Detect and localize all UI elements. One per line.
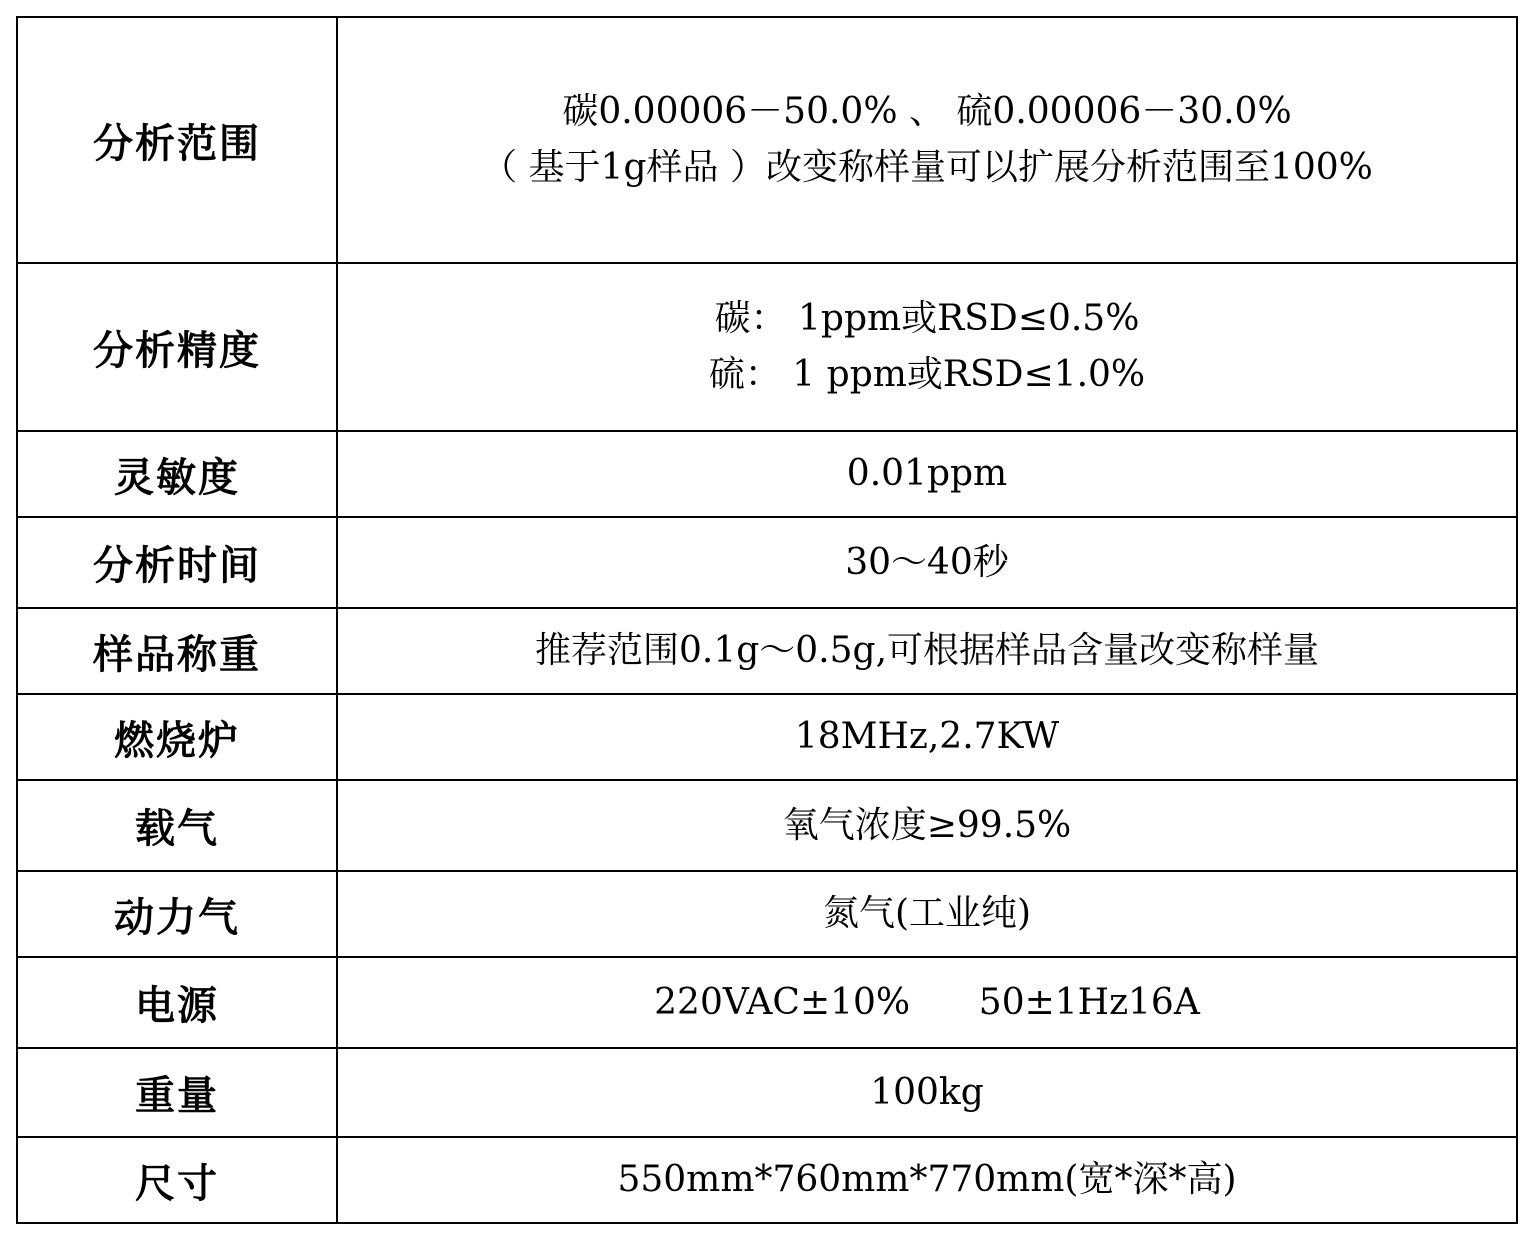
value-line: 硫： 1 ppm或RSD≤1.0% [708, 354, 1146, 395]
row-value [337, 1048, 1517, 1137]
row-value [337, 957, 1517, 1048]
value-line: 100kg [870, 1071, 984, 1113]
value-line: 220VAC±10% 50±1Hz16A [654, 981, 1200, 1023]
table-row-analysis-precision [17, 263, 1517, 431]
table-row-carrier-gas [17, 780, 1517, 871]
table-row-furnace [17, 694, 1517, 780]
table-row-sensitivity [17, 431, 1517, 517]
row-label: 载气 [17, 780, 337, 871]
row-label: 样品称重 [17, 608, 337, 694]
table-row-dimensions [17, 1137, 1517, 1223]
row-label: 重量 [17, 1048, 337, 1137]
value-line: 推荐范围0.1g～0.5g,可根据样品含量改变称样量 [534, 630, 1320, 671]
row-value [337, 871, 1517, 957]
value-line: 0.01ppm [846, 453, 1008, 494]
table-row-analysis-time [17, 517, 1517, 608]
value-line: 氮气(工业纯) [822, 893, 1032, 934]
row-value [337, 608, 1517, 694]
table-row-weight [17, 1048, 1517, 1137]
row-value [337, 780, 1517, 871]
spec-table [16, 16, 1518, 1224]
row-value [337, 263, 1517, 431]
row-label: 分析精度 [17, 263, 337, 431]
row-value [337, 1137, 1517, 1223]
table-row-analysis-range [17, 17, 1517, 263]
value-line: 碳： 1ppm或RSD≤0.5% [714, 298, 1140, 339]
value-line: 氧气浓度≥99.5% [782, 804, 1072, 846]
row-value [337, 517, 1517, 608]
value-line: （ 基于1g样品 ）改变称样量可以扩展分析范围至100% [481, 147, 1373, 188]
table-row-power-gas [17, 871, 1517, 957]
row-label: 灵敏度 [17, 431, 337, 517]
row-label: 燃烧炉 [17, 694, 337, 780]
row-value [337, 17, 1517, 263]
row-label: 电源 [17, 957, 337, 1048]
value-line: 550mm*760mm*770mm(宽*深*高) [617, 1159, 1237, 1200]
row-value [337, 694, 1517, 780]
row-label: 尺寸 [17, 1137, 337, 1223]
table-row-sample-weight [17, 608, 1517, 694]
row-label: 分析范围 [17, 17, 337, 263]
value-line: 碳0.00006－50.0% 、 硫0.00006－30.0% [562, 91, 1292, 132]
table-row-power-supply [17, 957, 1517, 1048]
row-value [337, 431, 1517, 517]
row-label: 分析时间 [17, 517, 337, 608]
row-label: 动力气 [17, 871, 337, 957]
value-line: 30～40秒 [845, 541, 1009, 583]
value-line: 18MHz,2.7KW [794, 716, 1060, 757]
